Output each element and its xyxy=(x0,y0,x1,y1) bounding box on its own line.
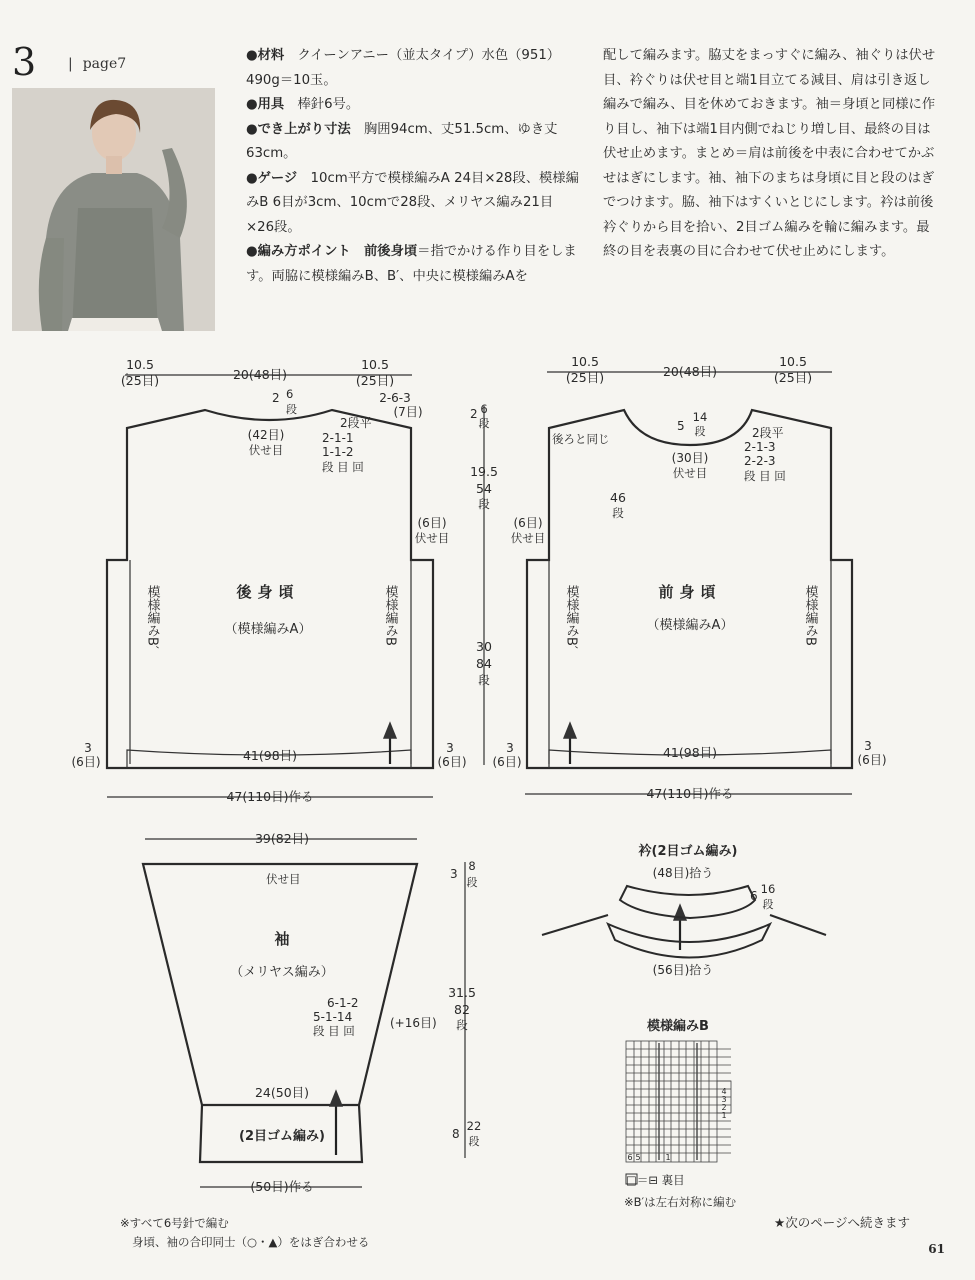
collar-drawing xyxy=(542,886,826,958)
front-title: 前身頃 xyxy=(658,583,722,601)
front-mid-rows: 46 xyxy=(610,490,626,505)
front-neck-rows-unit: 段 xyxy=(694,425,706,438)
back-edge-right: 3 xyxy=(446,741,454,755)
body-armhole: 19.5 xyxy=(470,464,498,479)
sleeve-inc2: 5-1-14 xyxy=(313,1010,353,1024)
body-top: 2 xyxy=(470,407,478,421)
back-arm-st: (6目) xyxy=(417,516,447,530)
body-armhole-rows: 54 xyxy=(476,481,492,496)
front-mid-unit: 段 xyxy=(612,506,624,520)
collar-unit: 段 xyxy=(762,898,774,911)
page-ref-text: page7 xyxy=(82,56,127,72)
collar-pick-top: (48目)拾う xyxy=(652,866,714,880)
footer-note-1: ※すべて6号針で編む xyxy=(120,1216,229,1230)
back-subtitle: （模様編みA） xyxy=(224,622,312,637)
body-armhole-unit: 段 xyxy=(478,497,490,511)
front-edge-left-st: (6目) xyxy=(492,755,522,769)
back-top-right: 10.5 xyxy=(361,357,389,372)
front-edge-right: 3 xyxy=(864,739,872,753)
sleeve-inc1: 6-1-2 xyxy=(327,996,359,1010)
front-side-right: 模様編みB xyxy=(802,585,818,646)
body-top-unit: 段 xyxy=(478,417,490,430)
sleeve-top-depth: 3 xyxy=(450,867,458,881)
sleeve-bind: 伏せ目 xyxy=(266,872,301,886)
front-dec-hdr: 段 目 回 xyxy=(744,469,786,483)
sleeve-subtitle: （メリヤス編み） xyxy=(230,965,334,980)
chart-b-row-2: 2 xyxy=(721,1103,727,1112)
footer-note-2: 身頃、袖の合印同士（○・▲）をはぎ合わせる xyxy=(132,1235,370,1249)
sleeve-outline xyxy=(143,864,417,1162)
chart-b-note: ※B′は左右対称に編む xyxy=(624,1195,737,1209)
sleeve-cuff-rows: 22 xyxy=(466,1119,482,1133)
back-side-left: 模様編みB′ xyxy=(144,585,160,649)
front-subtitle: （模様編みA） xyxy=(646,618,734,633)
sleeve-cast: (50目)作る xyxy=(250,1179,314,1194)
sleeve-cuff-depth: 8 xyxy=(452,1127,460,1141)
back-dec3: 1-1-2 xyxy=(322,445,354,459)
body-length: 30 xyxy=(476,639,492,654)
front-edge-right-st: (6目) xyxy=(857,753,887,767)
instructions-col1: ●材料 クイーンアニー（並太タイプ）水色（951）490g＝10玉。 ●用具 棒針6号。 ●でき上がり寸法 胸囲94cm、丈51.5cm、ゆき丈63cm。 ●ゲージ 10cm平方で模様編みA 24目×28段、模様編みB 6目が3cm、10cmで28段、メリヤス編み21目×26段。 ●編み方ポイント 前後身頃＝指でかける作り目をします。両脇に模様編みB、B′、中央に模様編みAを xyxy=(246,48,579,284)
front-neck-st: (30目) xyxy=(671,451,709,465)
chart-b-row-4: 4 xyxy=(721,1087,727,1096)
back-neck-rows-unit: 段 xyxy=(286,403,297,416)
front-same-back: 後ろと同じ xyxy=(552,432,610,446)
body-top-rows: 6 xyxy=(480,402,488,416)
back-shoulder-st: (7目) xyxy=(393,405,423,419)
back-dec1: 2段平 xyxy=(340,416,372,430)
back-neck-bind: 伏せ目 xyxy=(248,443,284,457)
pattern-number: 3 xyxy=(12,40,37,84)
back-bottom: 41(98目) xyxy=(242,748,298,763)
body-length-unit: 段 xyxy=(478,673,490,687)
front-dec1: 2段平 xyxy=(752,426,784,440)
front-dec2: 2-1-3 xyxy=(744,440,776,454)
chart-b-col-6: 6 xyxy=(627,1153,633,1162)
front-side-left: 模様編みB′ xyxy=(563,585,579,649)
instructions-col2: 配して編みます。脇丈をまっすぐに編み、袖ぐりは伏せ目、衿ぐりは伏せ目と端1目立てる減目、肩は引き返し編みで編み、目を休めておきます。袖＝身頃と同様に作り目し、袖下は端1目内側でねじり増し目、最終の目は伏せ止めます。まとめ＝肩は前後を中表に合わせてかぶせはぎにします。袖、袖下のまちは身頃に目と段のはぎでつけます。脇、袖下はすくいとじにします。衿は前後衿ぐりから目を拾い、2目ゴム編みを輪に編みます。最終の目を表裏の目に合わせて伏せ止めにします。 xyxy=(603,48,936,259)
sleeve-cuff-w: 24(50目) xyxy=(254,1085,310,1100)
sleeve-length-rows: 82 xyxy=(454,1002,470,1017)
front-dec3: 2-2-3 xyxy=(744,454,776,468)
back-dec-hdr: 段 目 回 xyxy=(322,460,364,474)
chart-b-title: 模様編みB xyxy=(647,1019,709,1034)
back-shoulder: 2-6-3 xyxy=(379,391,411,405)
back-top-left-st: (25目) xyxy=(120,373,160,388)
back-edge-left-st: (6目) xyxy=(71,755,101,769)
front-total: 47(110目)作る xyxy=(646,786,734,801)
continued-note: ★次のページへ続きます xyxy=(774,1215,910,1230)
back-total: 47(110目)作る xyxy=(226,789,314,804)
front-bottom: 41(98目) xyxy=(662,745,718,760)
front-top-right: 10.5 xyxy=(779,354,807,369)
back-neck-rows: 6 xyxy=(286,387,294,401)
collar-rows: 16 xyxy=(760,882,776,896)
body-length-rows: 84 xyxy=(476,656,492,671)
page-reference: | page7 xyxy=(68,56,127,72)
sleeve-cuff: (2目ゴム編み) xyxy=(239,1129,325,1144)
front-neck-rows: 14 xyxy=(692,410,708,424)
sleeve-length: 31.5 xyxy=(448,985,476,1000)
front-arm-st: (6目) xyxy=(513,516,543,530)
sleeve-cuff-unit: 段 xyxy=(468,1135,480,1148)
back-neck-depth: 2 xyxy=(272,391,280,405)
sleeve-length-unit: 段 xyxy=(456,1018,468,1032)
back-edge-left: 3 xyxy=(84,741,92,755)
front-edge-left: 3 xyxy=(506,741,514,755)
front-top-left-st: (25目) xyxy=(565,370,605,385)
collar-depth: 6 xyxy=(750,889,758,903)
front-neck-bind: 伏せ目 xyxy=(672,466,708,480)
collar-title: 衿(2目ゴム編み) xyxy=(638,844,738,859)
sleeve-inc-total: (+16目) xyxy=(390,1016,437,1030)
collar-pick-bottom: (56目)拾う xyxy=(652,963,714,977)
sleeve-title: 袖 xyxy=(274,930,290,948)
front-neck-depth: 5 xyxy=(677,419,685,433)
chart-b-col-1: 1 xyxy=(665,1153,671,1162)
back-edge-right-st: (6目) xyxy=(437,755,467,769)
back-dec2: 2-1-1 xyxy=(322,431,354,445)
chart-b-col-5: 5 xyxy=(635,1153,641,1162)
front-top-center: 20(48目) xyxy=(662,364,718,379)
page-number: 61 xyxy=(928,1242,945,1256)
front-top-right-st: (25目) xyxy=(773,370,813,385)
chart-b-legend: □＝⊟ 裏目 xyxy=(626,1173,685,1187)
back-title: 後身頃 xyxy=(236,583,300,601)
front-top-left: 10.5 xyxy=(571,354,599,369)
sleeve-inc-hdr: 段 目 回 xyxy=(313,1024,355,1038)
chart-b-grid xyxy=(626,1041,731,1162)
back-arm-bind: 伏せ目 xyxy=(414,531,450,545)
back-top-right-st: (25目) xyxy=(355,373,395,388)
back-side-right: 模様編みB xyxy=(382,585,398,646)
back-neck-st: (42目) xyxy=(247,428,285,442)
back-top-left: 10.5 xyxy=(126,357,154,372)
front-arm-bind: 伏せ目 xyxy=(510,531,546,545)
sleeve-top: 39(82目) xyxy=(254,831,310,846)
chart-b-row-1: 1 xyxy=(721,1111,727,1120)
chart-b-row-3: 3 xyxy=(721,1095,727,1104)
sleeve-top-unit: 段 xyxy=(466,876,478,889)
sleeve-top-rows: 8 xyxy=(468,859,476,873)
back-top-center: 20(48目) xyxy=(232,367,288,382)
